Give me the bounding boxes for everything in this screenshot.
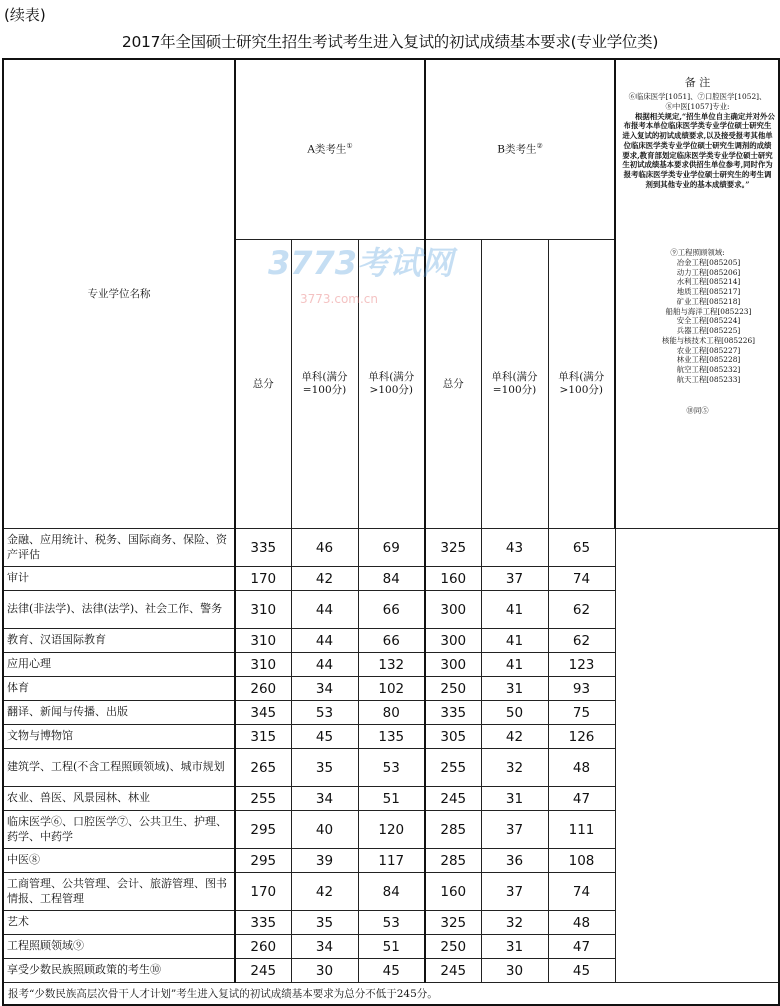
header-a-total: 总分: [235, 240, 291, 529]
b-score-single100: 41: [481, 591, 548, 629]
header-group-a: A类考生①: [235, 59, 425, 240]
table-row: [3, 701, 779, 725]
b-score-single-gt100: 45: [548, 959, 615, 983]
header-a-single-gt100: 单科(满分>100分): [358, 240, 425, 529]
remarks-column: [615, 59, 779, 529]
b-score-single-gt100: 75: [548, 701, 615, 725]
b-score-single100: 37: [481, 811, 548, 849]
a-score-single-gt100: 66: [358, 629, 425, 653]
b-score-single-gt100: 74: [548, 873, 615, 911]
engineering-field-item: 安全工程[085224]: [676, 316, 741, 326]
major-name: 临床医学⑥、口腔医学⑦、公共卫生、护理、药学、中药学: [3, 811, 235, 849]
table-row: [3, 935, 779, 959]
a-score-single100: 40: [291, 811, 358, 849]
b-score-single-gt100: 48: [548, 749, 615, 787]
b-score-total: 250: [425, 677, 481, 701]
b-score-single100: 31: [481, 787, 548, 811]
a-score-single-gt100: 53: [358, 911, 425, 935]
engineering-field-item: 船舶与海洋工程[085223]: [665, 306, 752, 316]
header-b-total: 总分: [425, 240, 481, 529]
b-score-total: 285: [425, 849, 481, 873]
table-row: [3, 725, 779, 749]
b-score-single-gt100: 65: [548, 529, 615, 567]
b-score-single-gt100: 108: [548, 849, 615, 873]
a-score-single100: 42: [291, 567, 358, 591]
b-score-single100: 41: [481, 629, 548, 653]
a-score-single100: 34: [291, 677, 358, 701]
a-score-total: 260: [235, 677, 291, 701]
b-score-total: 160: [425, 873, 481, 911]
b-score-single100: 37: [481, 873, 548, 911]
header-major: 专业学位名称: [3, 59, 235, 529]
b-score-single100: 31: [481, 677, 548, 701]
table-row: [3, 787, 779, 811]
remark-line: ⑧中医[1057]专业:: [665, 101, 730, 111]
table-row: [3, 677, 779, 701]
b-score-single100: 37: [481, 567, 548, 591]
major-name: 翻译、新闻与传播、出版: [3, 701, 235, 725]
a-score-total: 345: [235, 701, 291, 725]
a-score-single-gt100: 84: [358, 567, 425, 591]
remark-clinical: ⑥临床医学[1051]、⑦口腔医学[1052]、 ⑧中医[1057]专业: 根据相关规定,“招生单位自主确定并对外公布报考本单位临床医学类专业学位硕士研究生进入复试的初试成绩要求,以及接受报考其他单位临床医学类专业学位硕士研究生调剂的成绩要求,教育部划定临床医学类专业学位硕士研究生初试成绩基本要求供招生单位参考,同时作为报考临床医学类专业学位硕士研究生的考生调剂到其他专业的基本成绩要求。”: [620, 92, 775, 190]
remark-line: ⑥临床医学[1051]、⑦口腔医学[1052]、: [628, 92, 767, 101]
a-score-single-gt100: 66: [358, 591, 425, 629]
b-score-single-gt100: 111: [548, 811, 615, 849]
a-score-single-gt100: 53: [358, 749, 425, 787]
a-score-total: 310: [235, 629, 291, 653]
b-score-single-gt100: 62: [548, 629, 615, 653]
table-row: [3, 749, 779, 787]
a-score-single-gt100: 117: [358, 849, 425, 873]
a-score-single-gt100: 80: [358, 701, 425, 725]
header-b-single-gt100: 单科(满分>100分): [548, 240, 615, 529]
b-score-single100: 31: [481, 935, 548, 959]
b-score-single100: 30: [481, 959, 548, 983]
a-score-single-gt100: 135: [358, 725, 425, 749]
header-a-single100: 单科(满分=100分): [291, 240, 358, 529]
page-title: 2017年全国硕士研究生招生考试考生进入复试的初试成绩基本要求(专业学位类): [121, 33, 659, 51]
b-score-single100: 36: [481, 849, 548, 873]
table-row: [3, 653, 779, 677]
a-score-total: 170: [235, 873, 291, 911]
engineering-field-item: 矿业工程[085218]: [676, 296, 741, 306]
a-score-total: 310: [235, 591, 291, 629]
a-score-single-gt100: 102: [358, 677, 425, 701]
a-score-single100: 34: [291, 787, 358, 811]
b-score-total: 300: [425, 591, 481, 629]
engineering-field-item: 动力工程[085206]: [676, 267, 741, 277]
a-score-total: 170: [235, 567, 291, 591]
major-name: 工商管理、公共管理、会计、旅游管理、图书情报、工程管理: [3, 873, 235, 911]
engineering-field-item: 航天工程[085233]: [676, 374, 741, 384]
major-name: 农业、兽医、风景园林、林业: [3, 787, 235, 811]
b-score-single-gt100: 47: [548, 935, 615, 959]
b-score-single100: 32: [481, 749, 548, 787]
a-score-total: 245: [235, 959, 291, 983]
engineering-field-item: 林业工程[085228]: [676, 355, 741, 365]
b-score-total: 300: [425, 629, 481, 653]
table-row: [3, 567, 779, 591]
a-score-single100: 35: [291, 749, 358, 787]
b-score-single100: 42: [481, 725, 548, 749]
table-row: [3, 873, 779, 911]
b-score-total: 300: [425, 653, 481, 677]
a-score-single100: 30: [291, 959, 358, 983]
b-score-total: 325: [425, 529, 481, 567]
a-score-single100: 46: [291, 529, 358, 567]
major-name: 艺术: [3, 911, 235, 935]
engineering-field-item: 地质工程[085217]: [676, 287, 741, 297]
major-name: 体育: [3, 677, 235, 701]
header-b-single100: 单科(满分=100分): [481, 240, 548, 529]
a-score-total: 255: [235, 787, 291, 811]
major-name: 应用心理: [3, 653, 235, 677]
b-score-total: 160: [425, 567, 481, 591]
a-score-total: 335: [235, 911, 291, 935]
b-score-total: 285: [425, 811, 481, 849]
major-name: 审计: [3, 567, 235, 591]
a-score-single100: 44: [291, 591, 358, 629]
a-score-single-gt100: 45: [358, 959, 425, 983]
engineering-field-item: 航空工程[085232]: [676, 365, 741, 375]
a-score-single-gt100: 132: [358, 653, 425, 677]
table-row: [3, 811, 779, 849]
a-score-total: 295: [235, 811, 291, 849]
b-score-single-gt100: 123: [548, 653, 615, 677]
b-score-total: 255: [425, 749, 481, 787]
engineering-field-item: 兵器工程[085225]: [676, 326, 741, 336]
footer-note: 报考“少数民族高层次骨干人才计划”考生进入复试的初试成绩基本要求为总分不低于245分。: [3, 983, 779, 1005]
a-score-single100: 44: [291, 653, 358, 677]
table-row: [3, 591, 779, 629]
major-name: 金融、应用统计、税务、国际商务、保险、资产评估: [3, 529, 235, 567]
watermark-logo: 3773考试网: [268, 244, 454, 282]
a-score-total: 295: [235, 849, 291, 873]
a-score-single-gt100: 51: [358, 935, 425, 959]
header-group-b: B类考生②: [425, 59, 615, 240]
table-row: [3, 911, 779, 935]
table-row: [3, 959, 779, 983]
a-score-total: 315: [235, 725, 291, 749]
a-score-single-gt100: 69: [358, 529, 425, 567]
b-score-single100: 32: [481, 911, 548, 935]
major-name: 法律(非法学)、法律(法学)、社会工作、警务: [3, 591, 235, 629]
b-score-single100: 50: [481, 701, 548, 725]
b-score-total: 305: [425, 725, 481, 749]
header-remarks: 备 注: [684, 76, 711, 89]
engineering-field-item: 水利工程[085214]: [676, 277, 741, 287]
score-table: [2, 58, 780, 1006]
a-score-single100: 34: [291, 935, 358, 959]
continued-label: (续表): [4, 6, 46, 24]
table-row: [3, 529, 779, 567]
engineering-field-item: 冶金工程[085205]: [676, 257, 741, 267]
b-score-single-gt100: 126: [548, 725, 615, 749]
a-score-single-gt100: 51: [358, 787, 425, 811]
major-name: 建筑学、工程(不含工程照顾领域)、城市规划: [3, 749, 235, 787]
major-name: 文物与博物馆: [3, 725, 235, 749]
table-row: [3, 629, 779, 653]
b-score-single-gt100: 62: [548, 591, 615, 629]
a-score-single100: 39: [291, 849, 358, 873]
a-score-single100: 35: [291, 911, 358, 935]
major-name: 教育、汉语国际教育: [3, 629, 235, 653]
b-score-total: 250: [425, 935, 481, 959]
major-name: 工程照顾领域⑨: [3, 935, 235, 959]
b-score-single-gt100: 47: [548, 787, 615, 811]
b-score-single-gt100: 48: [548, 911, 615, 935]
b-score-single-gt100: 74: [548, 567, 615, 591]
b-score-total: 245: [425, 787, 481, 811]
b-score-single100: 41: [481, 653, 548, 677]
b-score-total: 325: [425, 911, 481, 935]
a-score-single-gt100: 84: [358, 873, 425, 911]
a-score-total: 310: [235, 653, 291, 677]
engineering-field-item: 核能与核技术工程[085226]: [661, 335, 756, 345]
b-score-total: 335: [425, 701, 481, 725]
b-score-single-gt100: 93: [548, 677, 615, 701]
b-score-total: 245: [425, 959, 481, 983]
a-score-total: 260: [235, 935, 291, 959]
major-name: 中医⑧: [3, 849, 235, 873]
engineering-field-item: 农业工程[085227]: [676, 345, 741, 355]
major-name: 享受少数民族照顾政策的考生⑩: [3, 959, 235, 983]
a-score-single100: 42: [291, 873, 358, 911]
table-row: [3, 849, 779, 873]
a-score-total: 265: [235, 749, 291, 787]
watermark-url: 3773.com.cn: [300, 292, 378, 306]
remark-engineering: ⑨工程照顾领域: 冶金工程[085205] 动力工程[085206] 水利工程[085214] 地质工程[085217] 矿业工程[085218] 船舶与海洋工程[085223] 安全工程[085224] 兵器工程[085225] 核能与核技术工程[085226] 农业工程[085227] 林业工程[085228] 航空工程[085232] 航天工程[085233]: [620, 248, 775, 385]
a-score-single-gt100: 120: [358, 811, 425, 849]
a-score-single100: 44: [291, 629, 358, 653]
a-score-single100: 53: [291, 701, 358, 725]
a-score-total: 335: [235, 529, 291, 567]
a-score-single100: 45: [291, 725, 358, 749]
b-score-single100: 43: [481, 529, 548, 567]
remark-same: ⑩同⑤: [686, 406, 709, 415]
